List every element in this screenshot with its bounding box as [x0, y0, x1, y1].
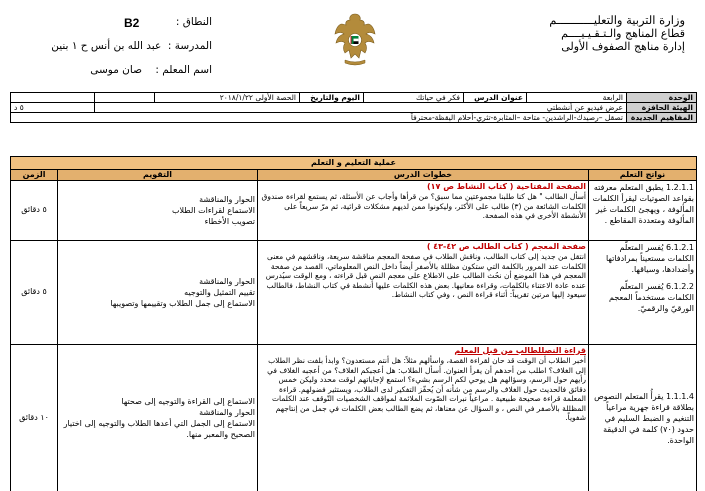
lesson-meta-table — [10, 92, 697, 123]
day-date-value: الحصة الأولى ٢٠١٨/١/٢٢ — [155, 93, 300, 103]
eval-item: الاستماع إلى جمل الطلاب وتقييمها وتصويبها — [110, 298, 255, 308]
uae-emblem-icon — [333, 10, 377, 68]
eval-item: الحوار والمناقشة — [199, 276, 255, 286]
day-date-label: اليوم والتاريخ — [300, 93, 364, 103]
table-row — [11, 180, 697, 240]
region-value: B2 — [124, 16, 140, 30]
col-steps: خطوات الدرس — [258, 169, 589, 180]
ministry-line-1: وزارة التربية والتعليـــــــــــم — [549, 13, 685, 27]
teacher-value: صان موسى — [90, 64, 142, 76]
eval-item: الاستماع لقراءات الطلاب — [172, 205, 255, 215]
outcome-cell: 1.2.1.1 يطبق المتعلم معرفته بقواعد الصوتيات ليقرأ الكلمات المألوفة ، ويهجئ الكلمات غير المألوفة ومتعددة المقاطع . — [589, 180, 697, 240]
eval-item: الحوار والمناقشة — [199, 194, 255, 204]
step-title: قراءة النصللطالب من قبل المعلم — [454, 345, 586, 355]
eval-cell — [58, 344, 258, 491]
eval-cell — [58, 180, 258, 240]
table-row — [11, 240, 697, 344]
ministry-block — [549, 14, 685, 53]
unit-label: الوحدة — [627, 93, 697, 103]
step-body: انتقل من جديد إلى كتاب الطالب، وناقش الطلاب في صفحة المعجم مناقشة سريعة، وناقشهم في معنى الكلمات عند المرور بالكلمة التي ستكون مظللة بالأصفر أيضاً داخل النص المعلوماتي، القصد من صفحة المعجم في هذا الموضع أن نحُث الطالب على الاطلاع على معجم النص قبل قراءته ، ومع الوقت سيُدرس عنده عادة الاعتناء بالكلمات، وقراءة معانيها. بعض هذه الكلمات عليها أنشطة في كتاب النشاط، فالطالب سيعود إليها مرتين تقريباً: أثناء قراءة النص ، وفي كتاب النشاط. — [265, 252, 586, 299]
eval-item: الاستماع إلى الجمل التي أعدها الطلاب والتوجيه إلى اختيار الصحيح والمعبر منها. — [63, 419, 255, 439]
steps-cell — [258, 344, 589, 491]
new-concepts-label: المفاهيم الجديدة — [627, 113, 697, 123]
hook-label: الهيئة الحافزة — [627, 103, 697, 113]
time-cell: ٥ دقائق — [11, 240, 58, 344]
region-label: النطاق : — [175, 16, 212, 28]
school-row — [51, 40, 212, 52]
meta-empty-2 — [11, 93, 95, 103]
meta-empty-1 — [95, 93, 155, 103]
step-body: أسأل الطالب " هل كنا طلبنا مجموعتين مما سبق؟ من قرأها وأجاب عن الأسئلة، ثم يستمع لقراءة صندوق الكلمات الشائعة من (٣) طالب على الأكثر، وليكونوا ممن لديهم مشكلات قرائية، ثم مرّ سريعاً على الأنشطة الأخرى في هذه الصفحة. — [261, 192, 586, 220]
school-label: المدرسة : — [167, 40, 212, 52]
process-table — [10, 156, 697, 491]
step-body: أخبر الطلاب أن الوقت قد حان لقراءة القصة، واسألهم مثلاً: هل أنتم مستعدون؟ وابدأ بلفت نظر الطلاب إلى الغلاف؟ اطلب من أحدهم أن يقرأ العنوان. أسأل الطلاب: هل أعجبكم الغلاف؟ من أعجبه الغلاف في رأيهم حول الرسم، وسؤالهم هل يوحي لكم الرسم بشيء؟ استمع لإجاباتهم لوقت محدد وليكن خمس دقائق فالحديث حول الغلاف والرسم من شأنه أن يُحفّز التفكير لدى الطلاب، ويستثير فضولهم. قراءة المعلمة قراءة صحيحة طبيعية . مراعياً نبرات الصّوت الملائمة لمواقف الشخصيات التّوقف عند الكلمات المظللة بالأصفر في النص ، و السؤال عن معناها، ثم يضع الطالب بعض الكلمات في جمل من إنتاجهم شفوياً. — [267, 356, 586, 422]
new-concepts-value: تصقل –رصيدك-الراشدين- متاحة –المثابرة-تثري-أحلام اليقظة-محترفاً — [11, 113, 627, 123]
col-eval: التقويم — [58, 169, 258, 180]
step-title: صفحة المعجم ( كتاب الطالب ص ٤٢-٤٣ ) — [426, 241, 586, 251]
duration-value: ٥ د — [11, 103, 95, 113]
process-section-title: عملية التعليم و التعلم — [11, 157, 697, 170]
lesson-title-label: عنوان الدرس — [464, 93, 527, 103]
eval-item: تصويب الأخطاء — [204, 216, 255, 226]
outcome-cell: 1.1.1.4 يقرأُ المتعلم النصوص بطلاقة قراءة جهرية مراعياً التنغيم و الضبط السليم في حدود (٧٠) كلمة في الدقيقة الواحدة. — [589, 344, 697, 491]
steps-cell — [258, 180, 589, 240]
time-cell: ١٠ دقائق — [11, 344, 58, 491]
outcome-text: 6.1.2.1 يُفسر المتعلّم الكلمات مستعيناً بمرادفاتها وأضدادها، وسياقها. — [605, 242, 694, 274]
fourth-label: الرابعة — [527, 93, 627, 103]
eval-item: تقييم التمثيل والتوجيه — [184, 287, 255, 297]
eval-item: الحوار والمناقشة — [199, 408, 255, 417]
eval-cell — [58, 240, 258, 344]
page-header — [0, 0, 705, 92]
hook-value: عرض فيديو عن أنشطتي — [95, 103, 627, 113]
eval-item: الاستماع إلى القراءة والتوجيه إلى صحتها — [121, 397, 255, 406]
ministry-line-3: إدارة مناهج الصفوف الأولى — [561, 40, 685, 53]
outcome-text-2: 6.1.2.2 يُفسر المتعلّم الكلمات مستخدماً المعجم الورقيّ والرقميّ. — [609, 281, 694, 313]
ministry-line-2: قطاع المناهج والـتـقـيـيــــم — [561, 27, 685, 40]
outcome-cell — [589, 240, 697, 344]
school-value: عبد الله بن أنس ح ١ بنين — [51, 40, 162, 52]
table-row — [11, 344, 697, 491]
col-outcomes: نواتج التعلم — [589, 169, 697, 180]
time-cell: ٥ دقائق — [11, 180, 58, 240]
step-title: الصفحة المفتاحية ( كتاب النشاط ص ١٧) — [427, 181, 586, 191]
steps-cell — [258, 240, 589, 344]
teacher-row — [90, 64, 212, 76]
col-time: الزمن — [11, 169, 58, 180]
lesson-title-value: فكر في حياتك — [364, 93, 464, 103]
teacher-label: اسم المعلم : — [155, 64, 212, 76]
